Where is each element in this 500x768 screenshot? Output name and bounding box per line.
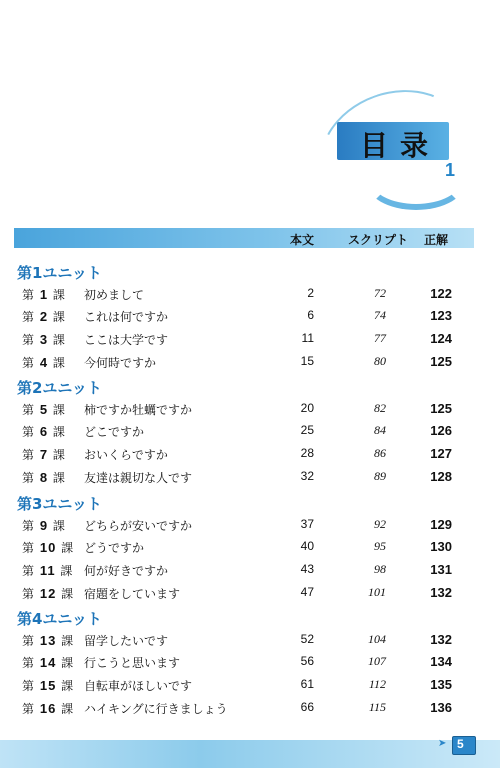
lesson-suffix: 課 <box>52 333 66 347</box>
lesson-no: 16 <box>39 701 57 716</box>
lesson-prefix: 第 <box>22 679 36 693</box>
page-main-text: 25 <box>300 423 314 437</box>
lesson-number <box>22 354 66 371</box>
page-answer: 136 <box>430 700 452 715</box>
lesson-number <box>22 700 74 717</box>
page-script: 112 <box>368 677 386 691</box>
page-script: 92 <box>374 517 386 531</box>
page-main-text: 2 <box>307 286 314 300</box>
lesson-title: どちらが安いですか <box>84 519 193 533</box>
lesson-prefix: 第 <box>22 333 36 347</box>
page-answer: 127 <box>430 446 452 461</box>
lesson-title: 行こうと思います <box>84 656 181 670</box>
lesson-row[interactable] <box>0 654 500 672</box>
lesson-title: ここは大学です <box>84 333 169 347</box>
page-script: 74 <box>374 308 386 322</box>
page-answer: 124 <box>430 331 452 346</box>
page-answer: 129 <box>430 517 452 532</box>
lesson-prefix: 第 <box>22 425 36 439</box>
page-title: 目录 <box>360 129 441 162</box>
lesson-suffix: 課 <box>61 702 75 716</box>
page-answer: 126 <box>430 423 452 438</box>
lesson-prefix: 第 <box>22 310 36 324</box>
title-number: 1 <box>445 160 456 180</box>
page-script: 86 <box>374 446 386 460</box>
page-main-text: 37 <box>300 517 314 531</box>
page-script: 104 <box>368 632 386 646</box>
lesson-row[interactable] <box>0 423 500 441</box>
page-main-text: 56 <box>300 654 314 668</box>
lesson-suffix: 課 <box>52 448 66 462</box>
lesson-row[interactable] <box>0 517 500 535</box>
unit-heading: 第2ユニット <box>17 379 102 397</box>
lesson-no: 6 <box>39 424 49 439</box>
page-answer: 125 <box>430 401 452 416</box>
page-marker-icon: ➤ <box>438 738 447 749</box>
lesson-no: 4 <box>39 355 49 370</box>
lesson-suffix: 課 <box>60 564 74 578</box>
page-script: 95 <box>374 539 386 553</box>
lesson-title: おいくらですか <box>84 448 168 462</box>
header-main-text: 本文 <box>290 233 315 247</box>
lesson-title: 柿ですか牡蠣ですか <box>84 403 193 417</box>
lesson-number <box>22 539 74 556</box>
page-answer: 125 <box>430 354 452 369</box>
page-script: 72 <box>374 286 386 300</box>
lesson-row[interactable] <box>0 354 500 372</box>
page-main-text: 40 <box>300 539 314 553</box>
page-script: 101 <box>368 585 386 599</box>
lesson-prefix: 第 <box>22 288 36 302</box>
lesson-no: 13 <box>39 633 57 648</box>
page-number-box <box>452 736 476 755</box>
footer-strip <box>0 740 500 768</box>
lesson-no: 3 <box>39 332 49 347</box>
unit-heading: 第3ユニット <box>17 495 102 513</box>
lesson-title: ハイキングに行きましょう <box>84 702 228 716</box>
lesson-suffix: 課 <box>52 356 66 370</box>
lesson-prefix: 第 <box>22 403 36 417</box>
lesson-no: 9 <box>39 518 49 533</box>
lesson-no: 7 <box>39 447 49 462</box>
lesson-title: 留学したいです <box>84 634 169 648</box>
page-main-text: 52 <box>300 632 314 646</box>
lesson-title: 友達は親切な人です <box>84 471 193 485</box>
lesson-prefix: 第 <box>22 519 36 533</box>
page-script: 84 <box>374 423 386 437</box>
lesson-suffix: 課 <box>61 656 75 670</box>
page-main-text: 6 <box>307 308 314 322</box>
page-answer: 132 <box>430 585 452 600</box>
lesson-row[interactable] <box>0 469 500 487</box>
lesson-suffix: 課 <box>52 403 66 417</box>
page-main-text: 20 <box>300 401 314 415</box>
lesson-row[interactable] <box>0 308 500 326</box>
lesson-suffix: 課 <box>61 541 75 555</box>
page-script: 98 <box>374 562 386 576</box>
lesson-no: 2 <box>39 309 49 324</box>
lesson-row[interactable] <box>0 562 500 580</box>
unit-heading: 第1ユニット <box>17 264 102 282</box>
page-script: 80 <box>374 354 386 368</box>
lesson-prefix: 第 <box>22 587 36 601</box>
lesson-title: 自転車がほしいです <box>84 679 193 693</box>
lesson-suffix: 課 <box>52 471 66 485</box>
lesson-suffix: 課 <box>61 587 75 601</box>
page-script: 77 <box>374 331 386 345</box>
header-script: スクリプト <box>348 233 409 247</box>
lesson-row[interactable] <box>0 700 500 718</box>
lesson-number <box>22 562 73 579</box>
page-number: 5 <box>457 737 464 751</box>
unit-heading: 第4ユニット <box>17 610 102 628</box>
lesson-no: 8 <box>39 470 49 485</box>
lesson-title: これは何ですか <box>84 310 169 324</box>
lesson-no: 10 <box>39 540 57 555</box>
page-answer: 128 <box>430 469 452 484</box>
page-main-text: 61 <box>300 677 314 691</box>
page-main-text: 15 <box>300 354 314 368</box>
page-main-text: 47 <box>300 585 314 599</box>
lesson-row[interactable] <box>0 539 500 557</box>
page-main-text: 32 <box>300 469 314 483</box>
lesson-title: 何が好きですか <box>84 564 169 578</box>
page-answer: 122 <box>430 286 452 301</box>
lesson-row[interactable] <box>0 286 500 304</box>
lesson-suffix: 課 <box>52 288 66 302</box>
lesson-title: 今何時ですか <box>84 356 157 370</box>
lesson-number <box>22 286 66 303</box>
lesson-prefix: 第 <box>22 656 36 670</box>
page-script: 89 <box>374 469 386 483</box>
lesson-suffix: 課 <box>52 425 66 439</box>
lesson-no: 11 <box>39 563 56 578</box>
lesson-no: 14 <box>39 655 57 670</box>
lesson-title: 宿題をしています <box>84 587 181 601</box>
lesson-row[interactable] <box>0 677 500 695</box>
lesson-suffix: 課 <box>61 679 75 693</box>
lesson-number <box>22 632 74 649</box>
page-main-text: 11 <box>301 331 314 345</box>
page-main-text: 66 <box>300 700 314 714</box>
page-answer: 132 <box>430 632 452 647</box>
page-answer: 123 <box>430 308 452 323</box>
lesson-number <box>22 423 66 440</box>
lesson-title: どうですか <box>84 541 145 555</box>
lesson-number <box>22 517 66 534</box>
lesson-number <box>22 677 74 694</box>
page-answer: 135 <box>430 677 452 692</box>
page-main-text: 28 <box>300 446 314 460</box>
lesson-number <box>22 331 66 348</box>
lesson-prefix: 第 <box>22 634 36 648</box>
lesson-prefix: 第 <box>22 541 36 555</box>
page-answer: 130 <box>430 539 452 554</box>
lesson-suffix: 課 <box>52 310 66 324</box>
lesson-no: 15 <box>39 678 57 693</box>
lesson-number <box>22 446 66 463</box>
lesson-title: どこですか <box>84 425 145 439</box>
lesson-prefix: 第 <box>22 471 36 485</box>
lesson-prefix: 第 <box>22 564 36 578</box>
page-answer: 134 <box>430 654 452 669</box>
lesson-suffix: 課 <box>61 634 75 648</box>
lesson-number <box>22 469 66 486</box>
page-main-text: 43 <box>300 562 314 576</box>
page-script: 115 <box>368 700 386 714</box>
page-script: 107 <box>368 654 386 668</box>
lesson-no: 5 <box>39 402 49 417</box>
page-answer: 131 <box>430 562 452 577</box>
lesson-row[interactable] <box>0 446 500 464</box>
lesson-prefix: 第 <box>22 448 36 462</box>
lesson-number <box>22 308 66 325</box>
lesson-row[interactable] <box>0 585 500 603</box>
lesson-number <box>22 401 66 418</box>
lesson-title: 初めまして <box>84 288 145 302</box>
header-answers: 正解 <box>424 233 449 247</box>
lesson-suffix: 課 <box>52 519 66 533</box>
lesson-prefix: 第 <box>22 702 36 716</box>
lesson-no: 1 <box>39 287 49 302</box>
lesson-row[interactable] <box>0 401 500 419</box>
lesson-prefix: 第 <box>22 356 36 370</box>
lesson-no: 12 <box>39 586 57 601</box>
page-script: 82 <box>374 401 386 415</box>
lesson-row[interactable] <box>0 632 500 650</box>
lesson-number <box>22 654 74 671</box>
lesson-number <box>22 585 74 602</box>
lesson-row[interactable] <box>0 331 500 349</box>
